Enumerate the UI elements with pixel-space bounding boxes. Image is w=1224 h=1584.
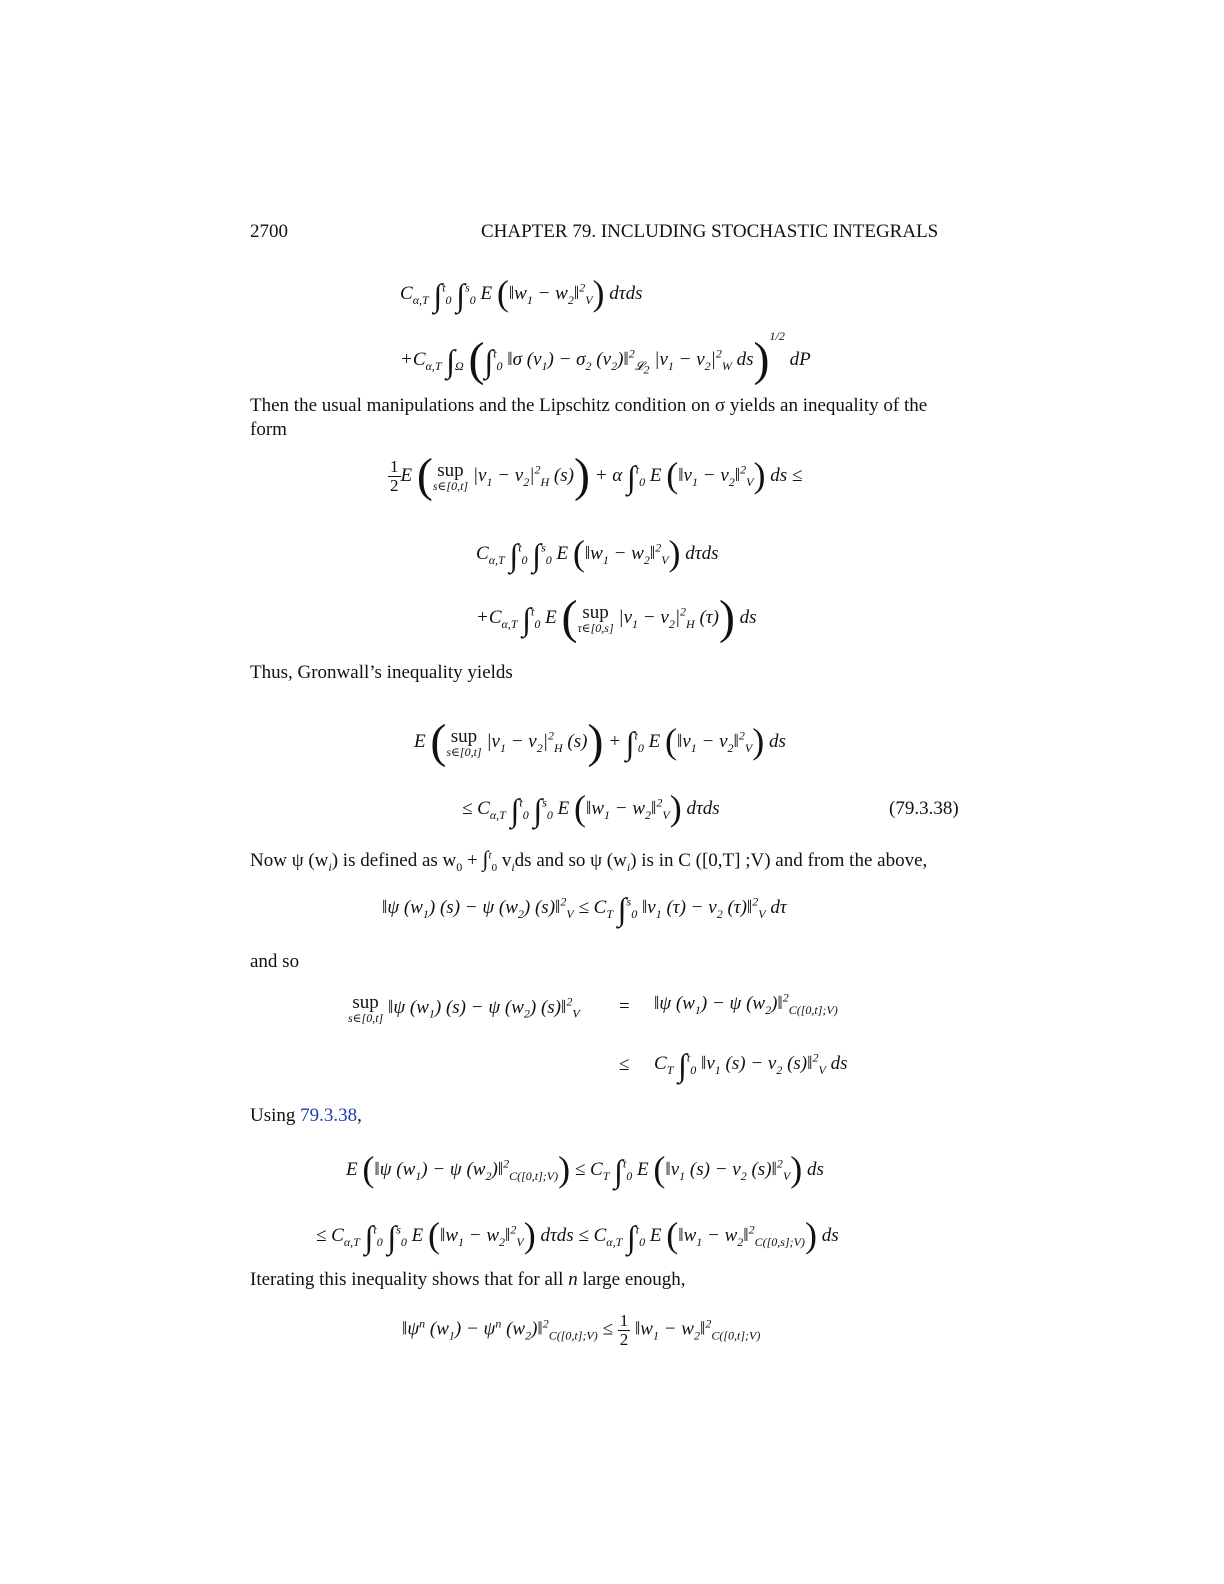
equation-line: $C_{\alpha,T}$ ∫$^t_0$ ∫$^s_0$ E ($‖w_1$ − $w_2‖^2_V$) dτds [476,533,719,573]
equation-line: $+C_{\alpha,T}$ $\int_\Omega$ (∫$^t_0$ ‖σ $(v_1) - \sigma_2$ $(v_2)‖^2_{𝓛_2}$ $|v_1 - v_2|^2_W$ ds)$^{1/2}$ dP [400,328,811,386]
paragraph-text: Using [250,1105,301,1126]
relation-symbol: = [619,996,630,1017]
equation-line: $\frac{1}{2}$ E ( sup s∈[0,t] $|v_1 - v_2|^2_H$ (s)) + α ∫$^t_0$ E ($‖v_1$ − $v_2‖^2_V$) ds ≤ [390,449,803,502]
paragraph: Now ψ $(w_i)$ is defined as $w_0 + \int^t_0$ $v_ids$ and so ψ $(w_i)$ is in C ([0,T] ;V) and from the above, [250,846,928,874]
equation-line: ≤ $C_{\alpha,T}$ ∫$^t_0$ ∫$^s_0$ E ($‖w_1$ − $w_2‖^2_V$) $d\tau ds \le C_{\alpha,T}$ ∫$^t_0$ E ($‖w_1$ − $w_2‖^2_{C([0,s];V)}$) ds [316,1215,839,1255]
paragraph: Then the usual manipulations and the Lipschitz condition on σ yields an inequality of the [250,395,928,416]
paragraph-text: Now ψ (w [250,850,329,871]
paragraph-text: , [357,1105,362,1126]
equation-line: sup s∈[0,t] ‖ψ $(w_1) (s) - \psi$ $(w_2)$ (s)‖$^2_V$ [348,992,580,1025]
paragraph-text: v [497,850,512,871]
equation-reference-link[interactable]: 79.3.38 [300,1105,358,1126]
paragraph-text: n [568,1269,578,1290]
equation-line: E (‖ψ $(w_1) - \psi$ $(w_2)‖^2_{C([0,t];V)}) \le C_T$ ∫$^t_0$ E ($‖v_1$ $(s) - v_2$ (s)‖$^2_V$) ds [346,1149,824,1189]
equation-line: E ( sup s∈[0,t] $|v_1 - v_2|^2_H$ (s)) + ∫$^t_0$ E ($‖v_1$ − $v_2‖^2_V$) ds [414,715,786,768]
relation-symbol: ≤ [619,1054,630,1075]
paragraph: form [250,419,287,440]
paragraph-text: large enough, [577,1269,686,1290]
paragraph-text: ) is defined as w [331,850,457,871]
paragraph: Thus, Gronwall’s inequality yields [250,662,513,683]
equation-line: $C_{\alpha,T}$ ∫$^t_0$ ∫$^s_0$ E ($‖w_1$ − $w_2‖^2_V$) dτds [400,273,643,313]
equation-number: (79.3.38) [889,798,959,819]
equation-line: $C_T$ ∫$^t_0$ $‖v_1$ $(s) - v_2$ (s)‖$^2_V$ ds [654,1047,848,1083]
paragraph [250,1105,362,1127]
page-number: 2700 [250,221,288,242]
paragraph: and so [250,951,300,972]
equation-line: ‖ψ $(w_1) - \psi$ $(w_2)‖^2_{C([0,t];V)}$ [654,990,838,1017]
equation-line: $+C_{\alpha,T}$ ∫$^t_0$ E ( sup τ∈[0,s] $|v_1 - v_2|^2_H$ (τ)) ds [476,591,757,644]
paragraph-text: Iterating this inequality shows that for all [250,1269,569,1290]
paragraph-text: ) is in C ([0,T] ;V) and from the above, [630,850,928,871]
running-head: CHAPTER 79. INCLUDING STOCHASTIC INTEGRALS [481,221,939,242]
equation-line: $‖\psi^n$ $(w_1) - \psi^n$ $(w_2)‖^2_{C([0,t];V)}$ ≤ $\frac{1}{2}$ $‖w_1$ − $w_2‖^2_{C([0,t];V)}$ [402,1311,761,1349]
equation-line: ‖ψ $(w_1) (s) - \psi$ $(w_2)$ (s)‖$^2_V$ ≤ $C_T$ ∫$^s_0$ $‖v_1$ $(\tau) - v_2$ (τ)‖$^2_V$ dτ [382,891,787,927]
paragraph [250,1269,686,1291]
equation-line: ≤ $C_{\alpha,T}$ ∫$^t_0$ ∫$^s_0$ E ($‖w_1$ − $w_2‖^2_V$) dτds [462,788,720,828]
paragraph-text: ds and so ψ (w [514,850,627,871]
